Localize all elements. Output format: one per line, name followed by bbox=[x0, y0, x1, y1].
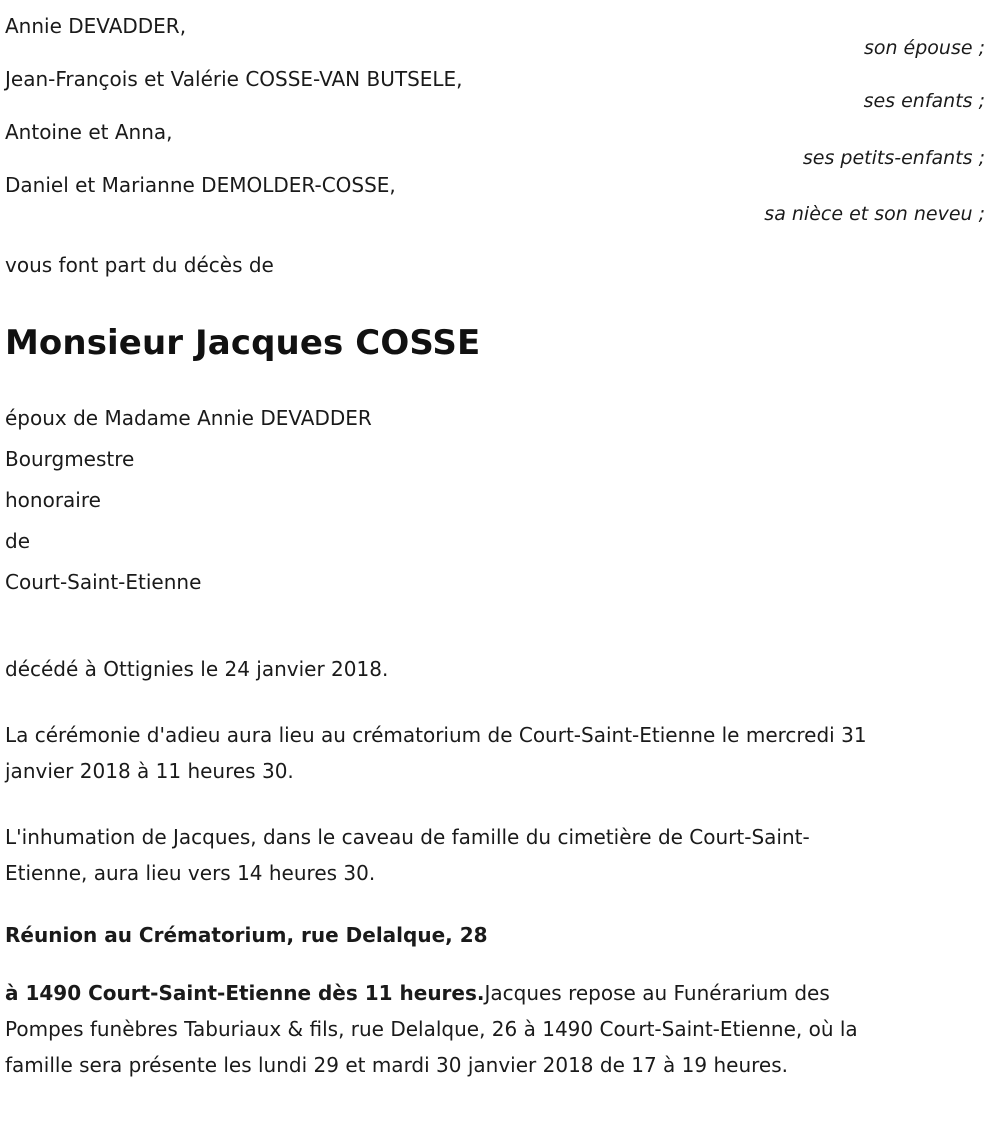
roles-block bbox=[5, 398, 990, 603]
survivor-row bbox=[5, 119, 990, 172]
survivor-name: Annie DEVADDER, bbox=[5, 14, 187, 38]
gathering-time-bold: à 1490 Court-Saint-Etienne dès 11 heures. bbox=[5, 981, 485, 1005]
role-line-title: Bourgmestre bbox=[5, 447, 135, 471]
death-statement: décédé à Ottignies le 24 janvier 2018. bbox=[5, 657, 389, 681]
gathering-heading: Réunion au Crématorium, rue Delalque, 28 bbox=[5, 923, 488, 947]
survivor-row bbox=[5, 172, 990, 225]
survivors-block bbox=[5, 0, 990, 225]
deceased-name: Monsieur Jacques COSSE bbox=[5, 323, 481, 363]
survivor-relation: son épouse ; bbox=[863, 37, 985, 59]
survivor-name: Daniel et Marianne DEMOLDER-COSSE, bbox=[5, 173, 396, 197]
role-line-spouse: époux de Madame Annie DEVADDER bbox=[5, 406, 372, 430]
ceremony-statement: La cérémonie d'adieu aura lieu au crématorium de Court-Saint-Etienne le mercredi 31 janvier 2018 à 11 heures 30. bbox=[5, 723, 867, 783]
survivor-relation: ses petits-enfants ; bbox=[802, 147, 985, 169]
announcement-lead-in: vous font part du décès de bbox=[5, 253, 274, 277]
survivor-relation: sa nièce et son neveu ; bbox=[764, 203, 985, 225]
role-line-place: Court-Saint-Etienne bbox=[5, 570, 202, 594]
survivor-relation: ses enfants ; bbox=[863, 90, 985, 112]
gathering-details bbox=[5, 975, 885, 1083]
funeral-home-details: Jacques repose au Funérarium des Pompes funèbres Taburiaux & fils, rue Delalque, 26 à 1490 Court-Saint-Etienne, où la famille sera présente les lundi 29 et mardi 30 janvier 2018 de 17 à 19 heures. bbox=[5, 981, 858, 1077]
role-line-of: de bbox=[5, 529, 30, 553]
survivor-row bbox=[5, 66, 990, 119]
burial-statement: L'inhumation de Jacques, dans le caveau de famille du cimetière de Court-Saint-Etienne, aura lieu vers 14 heures 30. bbox=[5, 825, 810, 885]
role-line-honorary: honoraire bbox=[5, 488, 101, 512]
survivor-row bbox=[5, 13, 990, 66]
survivor-name: Antoine et Anna, bbox=[5, 120, 173, 144]
survivor-name: Jean-François et Valérie COSSE-VAN BUTSELE, bbox=[5, 67, 463, 91]
